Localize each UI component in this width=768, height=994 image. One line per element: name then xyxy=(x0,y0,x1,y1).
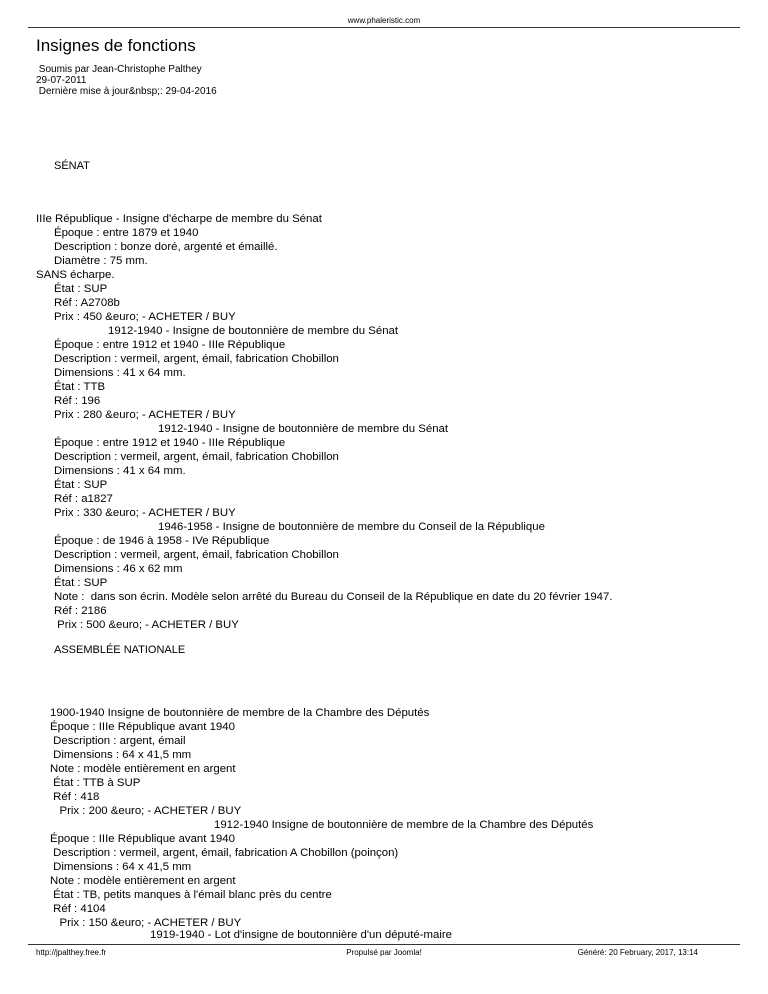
item-line: Note : dans son écrin. Modèle selon arrêté du Bureau du Conseil de la République en date du 20 février 1947. xyxy=(54,591,613,603)
item-line: SANS écharpe. xyxy=(36,269,115,281)
item-title: 1912-1940 - Insigne de boutonnière de membre du Sénat xyxy=(108,325,399,337)
item-title: 1946-1958 - Insigne de boutonnière de membre du Conseil de la République xyxy=(158,521,545,533)
item-line: Époque : entre 1879 et 1940 xyxy=(54,227,199,239)
created-date: 29-07-2011 xyxy=(36,75,87,86)
footer-site-link[interactable]: http://jpalthey.free.fr xyxy=(36,948,107,957)
item-title: 1912-1940 Insigne de boutonnière de membre de la Chambre des Députés xyxy=(214,819,594,831)
item-line: Réf : 2186 xyxy=(54,605,107,617)
item-line: Description : bonze doré, argenté et émaillé. xyxy=(54,241,278,253)
price-buy-link[interactable]: Prix : 450 &euro; - ACHETER / BUY xyxy=(54,311,236,323)
author-line: Soumis par Jean-Christophe Palthey xyxy=(36,64,202,75)
footer-powered-by: Propulsé par Joomla! xyxy=(346,948,422,957)
item-line: Note : modèle entièrement en argent xyxy=(50,763,236,775)
item-line: Époque : entre 1912 et 1940 - IIIe République xyxy=(54,437,286,449)
item-line: Époque : de 1946 à 1958 - IVe République xyxy=(54,535,270,547)
item-line: Époque : IIIe République avant 1940 xyxy=(50,833,235,845)
site-url: www.phaleristic.com xyxy=(347,16,421,25)
item-line: État : TB, petits manques à l'émail blanc près du centre xyxy=(50,889,332,901)
item-line: Description : vermeil, argent, émail, fabrication A Chobillon (poinçon) xyxy=(50,847,399,859)
item-line: Dimensions : 46 x 62 mm xyxy=(54,563,183,575)
item-line: Dimensions : 64 x 41,5 mm xyxy=(50,749,192,761)
item-line: Époque : entre 1912 et 1940 - IIIe République xyxy=(54,339,286,351)
item-line: Dimensions : 64 x 41,5 mm xyxy=(50,861,192,873)
item-title: IIIe République - Insigne d'écharpe de membre du Sénat xyxy=(36,213,322,225)
price-buy-link[interactable]: Prix : 200 &euro; - ACHETER / BUY xyxy=(50,805,242,817)
item-title: 1919-1940 - Lot d'insigne de boutonnière d'un député-maire xyxy=(150,929,452,941)
item-line: Réf : A2708b xyxy=(54,297,120,309)
header-divider xyxy=(28,27,740,28)
item-line: Dimensions : 41 x 64 mm. xyxy=(54,465,186,477)
item-line: Dimensions : 41 x 64 mm. xyxy=(54,367,186,379)
item-line: État : TTB à SUP xyxy=(50,777,141,789)
item-line: Diamètre : 75 mm. xyxy=(54,255,148,267)
item-line: Réf : 4104 xyxy=(50,903,106,915)
article-meta xyxy=(36,64,217,97)
item-line: Réf : 418 xyxy=(50,791,100,803)
page-title: Insignes de fonctions xyxy=(36,36,196,55)
item-line: Réf : a1827 xyxy=(54,493,113,505)
item-line: Description : vermeil, argent, émail, fabrication Chobillon xyxy=(54,549,339,561)
section-heading-senat: SÉNAT xyxy=(54,160,90,172)
item-title: 1912-1940 - Insigne de boutonnière de membre du Sénat xyxy=(158,423,449,435)
item-line: Époque : IIIe République avant 1940 xyxy=(50,721,235,733)
item-line: Note : modèle entièrement en argent xyxy=(50,875,236,887)
item-line: État : TTB xyxy=(54,381,106,393)
price-buy-link[interactable]: Prix : 280 &euro; - ACHETER / BUY xyxy=(54,409,236,421)
modified-date: Dernière mise à jour&nbsp;: 29-04-2016 xyxy=(36,86,217,97)
footer-divider xyxy=(28,944,740,945)
item-line: Description : vermeil, argent, émail, fabrication Chobillon xyxy=(54,451,339,463)
footer-generated-date: Généré: 20 February, 2017, 13:14 xyxy=(577,948,698,957)
item-line: État : SUP xyxy=(54,479,108,491)
price-buy-link[interactable]: Prix : 330 &euro; - ACHETER / BUY xyxy=(54,507,236,519)
section-heading-assemblee: ASSEMBLÉE NATIONALE xyxy=(54,644,186,656)
item-line: Description : vermeil, argent, émail, fabrication Chobillon xyxy=(54,353,339,365)
item-line: État : SUP xyxy=(54,577,108,589)
item-line: Réf : 196 xyxy=(54,395,101,407)
item-title: 1900-1940 Insigne de boutonnière de membre de la Chambre des Députés xyxy=(50,707,430,719)
item-line: Description : argent, émail xyxy=(50,735,186,747)
item-line: État : SUP xyxy=(54,283,108,295)
price-buy-link[interactable]: Prix : 500 &euro; - ACHETER / BUY xyxy=(54,619,239,631)
price-buy-link[interactable]: Prix : 150 &euro; - ACHETER / BUY xyxy=(50,917,242,929)
